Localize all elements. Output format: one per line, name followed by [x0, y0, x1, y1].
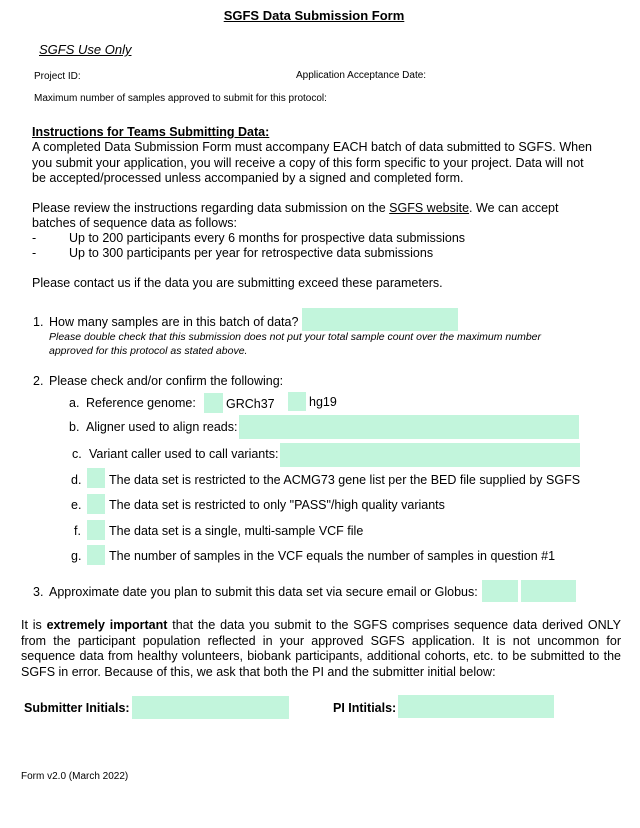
q3-text: Approximate date you plan to submit this data set via secure email or Globus: [49, 585, 478, 599]
q2d-letter: d. [71, 473, 82, 487]
q3-number: 3. [33, 585, 44, 599]
q2-text: Please check and/or confirm the following: [49, 374, 284, 388]
q2e-letter: e. [71, 498, 82, 512]
grch37-option-label: GRCh37 [226, 397, 275, 411]
submitter-initials-label: Submitter Initials: [24, 701, 130, 715]
instructions-para3: Please contact us if the data you are submitting exceed these parameters. [32, 276, 443, 290]
closing-emphasis: extremely important [46, 618, 168, 632]
q2c-label: Variant caller used to call variants: [89, 447, 279, 461]
q2-number: 2. [33, 374, 44, 388]
q1-text: How many samples are in this batch of data? [49, 315, 299, 329]
bullet-item: Up to 200 participants every 6 months for prospective data submissions [69, 231, 466, 245]
instructions-para2-line2: batches of sequence data as follows: [32, 216, 237, 230]
closing-line1 [21, 618, 621, 634]
q2f-letter: f. [74, 524, 81, 538]
q2e-label: The data set is restricted to only "PASS"/high quality variants [109, 498, 445, 512]
variant-caller-field[interactable] [280, 443, 580, 467]
instructions-heading: Instructions for Teams Submitting Data: [32, 125, 270, 139]
q2c-letter: c. [72, 447, 82, 461]
sgfs-use-only-heading: SGFS Use Only [39, 42, 132, 57]
q2d-label: The data set is restricted to the ACMG73 gene list per the BED file supplied by SGFS [109, 473, 581, 487]
closing-suffix: that the data you submit to the SGFS comprises sequence data derived ONLY [167, 618, 621, 632]
grch37-checkbox[interactable] [204, 393, 223, 413]
q1-sample-count-field[interactable] [302, 308, 458, 331]
q1-note-line2: approved for this protocol as stated above. [49, 345, 248, 357]
sample-count-match-checkbox[interactable] [87, 545, 105, 565]
sgfs-website-link[interactable]: SGFS website [389, 201, 470, 215]
instructions-para1-line2: you submit your application, you will receive a copy of this form specific to your project. Data will not [32, 156, 584, 170]
submitter-initials-field[interactable] [132, 696, 289, 719]
hg19-option-label: hg19 [309, 395, 337, 409]
instructions-para2-line1 [32, 201, 558, 215]
closing-paragraph [21, 618, 621, 680]
pi-initials-label: PI Intitials: [333, 701, 397, 715]
instructions-para1-line3: be accepted/processed unless accompanied by a signed and completed form. [32, 171, 464, 185]
pass-variants-checkbox[interactable] [87, 494, 105, 514]
bullet-mark: - [32, 246, 37, 260]
form-version-footer: Form v2.0 (March 2022) [21, 771, 129, 782]
max-samples-label: Maximum number of samples approved to submit for this protocol: [34, 93, 327, 104]
q2g-letter: g. [71, 549, 82, 563]
para2-suffix: . We can accept [469, 201, 559, 215]
aligner-field[interactable] [239, 415, 579, 439]
instructions-para1-line1: A completed Data Submission Form must accompany EACH batch of data submitted to SGFS. When [32, 140, 592, 154]
closing-line3: sequence data from healthy volunteers, biobank participants, additional cohorts, etc. to be submitted to the [21, 649, 621, 663]
pi-initials-field[interactable] [398, 695, 554, 718]
closing-line2: from the participant population reflected in your approved SGFS application. It is not uncommon for [21, 633, 621, 648]
q2a-letter: a. [69, 396, 80, 410]
q1-number: 1. [33, 315, 44, 329]
q2b-letter: b. [69, 420, 80, 434]
q2g-label: The number of samples in the VCF equals the number of samples in question #1 [109, 549, 556, 563]
q2b-label: Aligner used to align reads: [86, 420, 238, 434]
acmg73-checkbox[interactable] [87, 468, 105, 488]
form-title: SGFS Data Submission Form [223, 8, 405, 23]
q1-note-line1: Please double check that this submission does not put your total sample count over the maximum number [49, 331, 542, 343]
para2-prefix: Please review the instructions regarding data submission on the [32, 201, 390, 215]
single-vcf-checkbox[interactable] [87, 520, 105, 540]
bullet-mark: - [32, 231, 37, 245]
acceptance-date-label: Application Acceptance Date: [296, 70, 427, 81]
q2a-label: Reference genome: [86, 396, 196, 410]
submission-date-field-1[interactable] [482, 580, 518, 602]
closing-prefix: It is [21, 618, 47, 632]
bullet-item: Up to 300 participants per year for retrospective data submissions [69, 246, 434, 260]
project-id-label: Project ID: [34, 71, 81, 82]
hg19-checkbox[interactable] [288, 392, 306, 411]
q2f-label: The data set is a single, multi-sample VCF file [109, 524, 364, 538]
closing-line4: SGFS in error. Because of this, we ask that both the PI and the submitter initial below: [21, 664, 496, 679]
submission-date-field-2[interactable] [521, 580, 576, 602]
